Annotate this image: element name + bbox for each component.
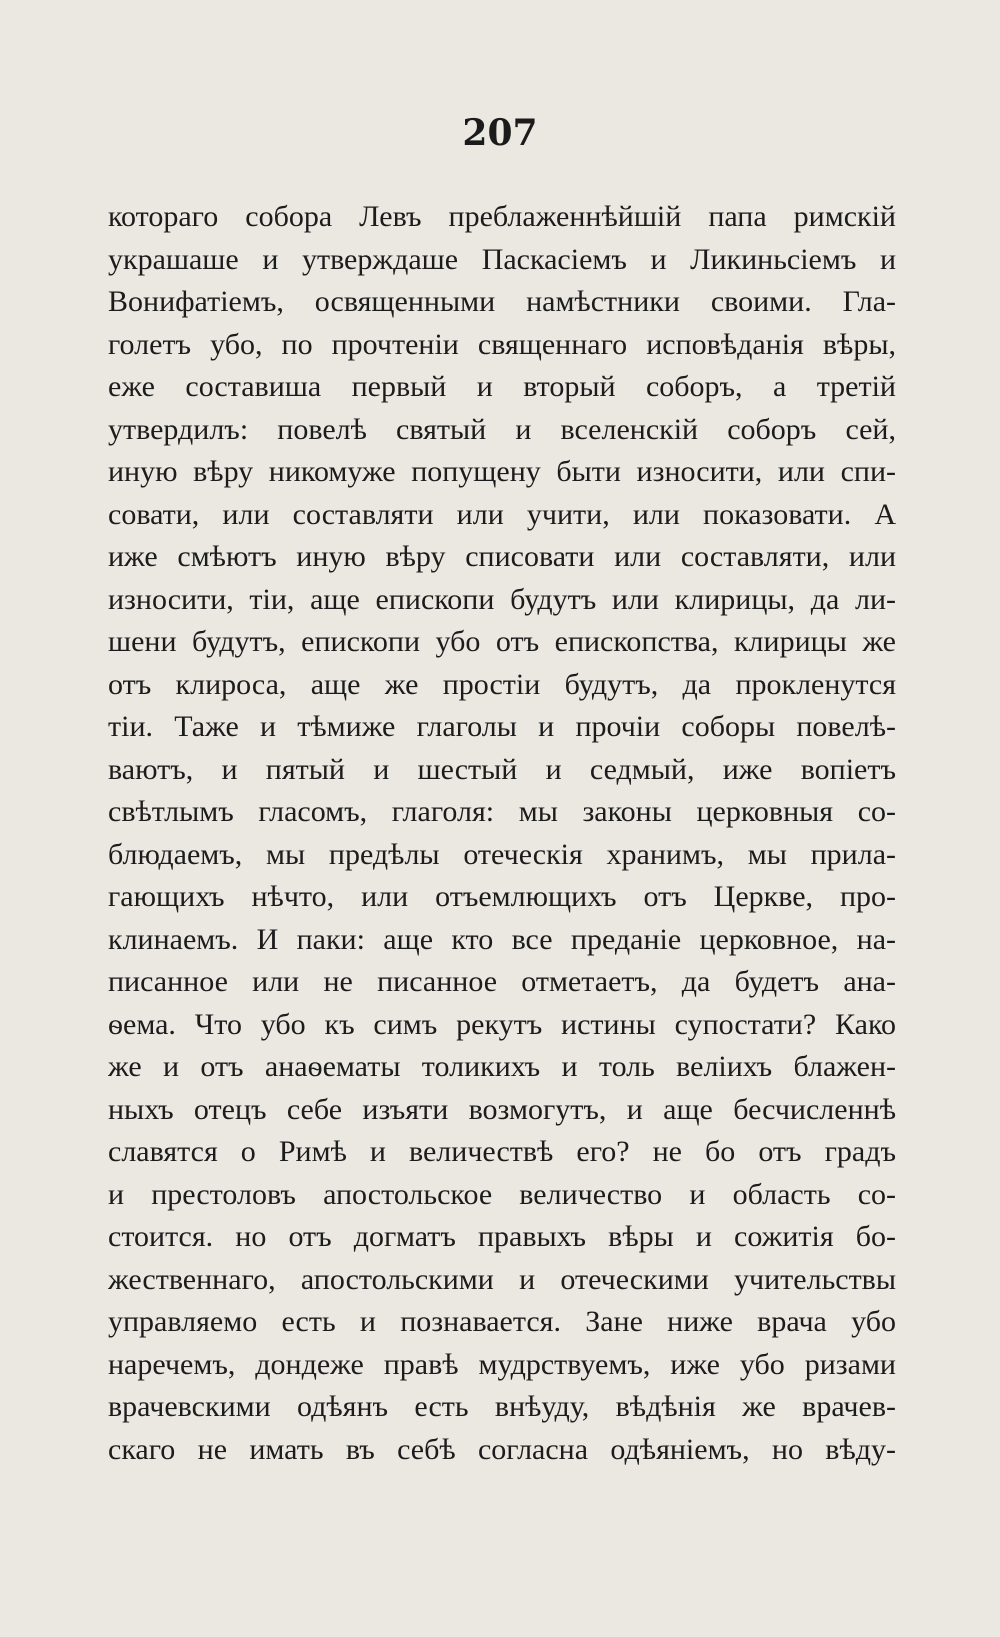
text-line: наречемъ, дондеже правѣ мудрствуемъ, иже убо ризами	[108, 1347, 896, 1381]
text-line: голетъ убо, по прочтеніи священнаго исповѣданія вѣры,	[108, 327, 896, 361]
text-line: писанное или не писанное отметаетъ, да будетъ ана-	[108, 965, 896, 998]
text-line: украшаше и утверждаше Паскасіемъ и Ликиньсіемъ и	[108, 242, 896, 276]
text-line: и престоловъ апостольское величество и область со-	[108, 1177, 896, 1211]
text-line: утвердилъ: повелѣ святый и вселенскій соборъ сей,	[108, 412, 896, 446]
text-line: скаго не имать въ себѣ согласна одѣяніемъ, но вѣду-	[108, 1432, 896, 1466]
text-line: стоится. но отъ догматъ правыхъ вѣры и сожитія бо-	[108, 1220, 896, 1253]
text-line: управляемо есть и познавается. Зане ниже врача убо	[108, 1305, 896, 1338]
text-line: шени будутъ, епископи убо отъ епископства, клирицы же	[108, 625, 896, 658]
text-line: ныхъ отецъ себе изъяти возмогутъ, и аще бесчисленнѣ	[108, 1092, 896, 1126]
text-line: же и отъ анаѳематы толикихъ и толь веліихъ блажен-	[108, 1050, 896, 1083]
body-text	[108, 196, 896, 1471]
text-line: еже составиша первый и вторый соборъ, а третій	[108, 370, 896, 403]
text-line: Вонифатіемъ, освященными намѣстники своими. Гла-	[108, 285, 896, 318]
text-line: ѳема. Что убо къ симъ рекутъ истины супостати? Како	[108, 1007, 896, 1041]
text-line: износити, тіи, аще епископи будутъ или клирицы, да ли-	[108, 582, 896, 616]
text-line: иже смѣютъ иную вѣру списовати или составляти, или	[108, 540, 896, 573]
text-line: славятся о Римѣ и величествѣ его? не бо отъ градъ	[108, 1135, 896, 1168]
page-number: 207	[462, 112, 538, 154]
text-line: гающихъ нѣчто, или отъемлющихъ отъ Церкве, про-	[108, 880, 896, 913]
text-line: котораго собора Левъ преблаженнѣйшій папа римскій	[108, 200, 896, 233]
text-line: иную вѣру никомуже попущену быти износити, или спи-	[108, 455, 896, 488]
text-line: блюдаемъ, мы предѣлы отеческія хранимъ, мы прила-	[108, 837, 896, 871]
text-line: совати, или составляти или учити, или показовати. А	[108, 497, 896, 531]
text-line: врачевскими одѣянъ есть внѣуду, вѣдѣнія же врачев-	[108, 1390, 896, 1423]
text-line: тіи. Таже и тѣмиже глаголы и прочіи соборы повелѣ-	[108, 710, 896, 743]
text-line: свѣтлымъ гласомъ, глаголя: мы законы церковныя со-	[108, 795, 896, 828]
text-line: клинаемъ. И паки: аще кто все преданіе церковное, на-	[108, 922, 896, 956]
text-line: жественнаго, апостольскими и отеческими учительствы	[108, 1262, 896, 1296]
text-line: отъ клироса, аще же простіи будутъ, да прокленутся	[108, 667, 896, 701]
text-line: ваютъ, и пятый и шестый и седмый, иже вопіетъ	[108, 752, 896, 786]
